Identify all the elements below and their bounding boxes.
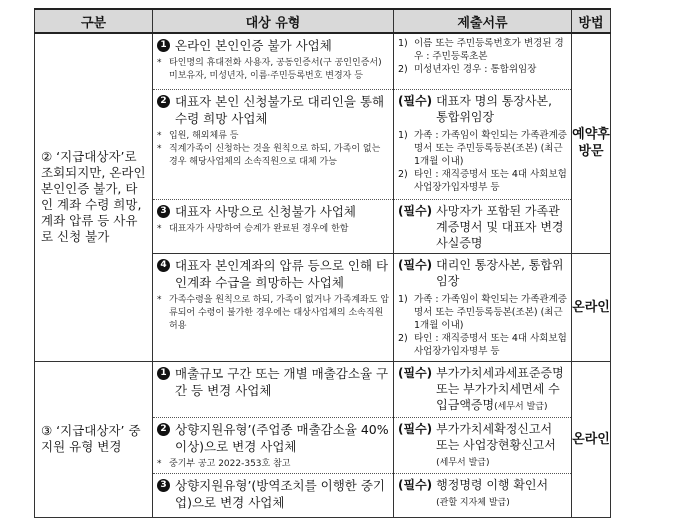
number-badge: 4	[157, 259, 170, 272]
type-title: 상향지원유형’(주업종 매출감소율 40% 이상)으로 변경 사업체	[175, 421, 389, 454]
type-title: 상향지원유형’(방역조치를 이행한 중기업)으로 변경 사업체	[175, 477, 385, 510]
type-note: 대표자가 사망하여 승계가 완료된 경우에 한함	[169, 223, 349, 234]
type-title: 대표자 본인 신청불가로 대리인을 통해 수령 희망 사업체	[175, 93, 385, 126]
issuer-note: (세무서 발급)	[436, 457, 490, 468]
doc-text: 타인 : 재직증명서 또는 4대 사회보험사업장가입자명부 등	[414, 168, 567, 193]
required-tag: (필수)	[398, 93, 433, 108]
required-docs: 대표자 명의 통장사본, 통합위임장	[436, 93, 552, 124]
type-note: 중기부 공고 2022-353호 참고	[169, 458, 291, 469]
type-title: 매출규모 구간 또는 개별 매출감소율 구간 등 변경 사업체	[175, 365, 389, 398]
issuer-note: (관할 지자체 발급)	[436, 497, 510, 508]
category-text: ③ ‘지급대상자’ 중 지원 유형 변경	[41, 423, 141, 454]
type-cell	[153, 361, 394, 417]
category-cell-2	[35, 361, 153, 517]
method-text: 온라인	[572, 299, 610, 315]
method-cell-online	[572, 253, 611, 361]
type-cell: 3 대표자 사망으로 신청불가 사업체 * 대표자가 사망하여 승계가 완료된 경우에 한함	[153, 199, 394, 253]
type-cell	[153, 473, 394, 517]
header-method: 방법	[572, 9, 611, 33]
type-cell: 4 대표자 본인계좌의 압류 등으로 인해 타인계좌 수급을 희망하는 사업체 * 가족수령을 원칙으로 하되, 가족이 없거나 가족계좌도 압류되어 수령이 불가한 경우에는 대상사업체의 소속직원 허용	[153, 253, 394, 361]
category-text: ② ‘지급대상자’로 조회되지만, 온라인 본인인증 불가, 타인 계좌 수령 희망, 계좌 압류 등 사유로 신청 불가	[41, 149, 146, 245]
header-category: 구분	[35, 9, 153, 33]
header-type: 대상 유형	[153, 9, 394, 33]
issuer-note: (세무서 발급)	[494, 401, 548, 412]
required-docs: 대리인 통장사본, 통합위임장	[436, 257, 564, 288]
header-documents: 제출서류	[394, 9, 572, 33]
method-text: 예약후 방문	[572, 127, 610, 160]
doc-text: 이름 또는 주민등록번호가 변경된 경우 : 주민등록초본	[414, 38, 564, 62]
documents-cell	[394, 361, 572, 417]
method-text: 온라인	[572, 431, 610, 447]
required-tag: (필수)	[398, 203, 433, 218]
type-cell: 1 온라인 본인인증 불가 사업체 * 타인명의 휴대전화 사용자, 공동인증서(구 공인인증서) 미보유자, 미성년자, 이름·주민등록번호 변경자 등	[153, 33, 394, 89]
number-badge: 1	[157, 367, 170, 380]
doc-num: 1)	[398, 38, 408, 49]
number-badge: 2	[157, 95, 170, 108]
type-title: 온라인 본인인증 불가 사업체	[175, 38, 332, 53]
number-badge: 3	[157, 479, 170, 492]
type-title: 대표자 사망으로 신청불가 사업체	[175, 203, 356, 219]
method-cell-visit	[572, 33, 611, 253]
doc-text: 가족 : 가족임이 확인되는 가족관계증명서 또는 주민등록등본(조본) (최근 1개월 이내)	[414, 129, 567, 167]
doc-num: 2)	[398, 64, 408, 75]
type-note: 직계가족이 신청하는 것을 원칙으로 하되, 가족이 없는 경우 해당사업체의 소속직원으로 대체 가능	[169, 143, 381, 167]
documents-cell	[394, 33, 572, 89]
documents-cell	[394, 417, 572, 473]
documents-cell	[394, 89, 572, 199]
application-table	[34, 8, 611, 518]
type-title: 대표자 본인계좌의 압류 등으로 인해 타인계좌 수급을 희망하는 사업체	[175, 257, 389, 290]
method-cell-online-2	[572, 361, 611, 517]
number-badge: 3	[157, 205, 170, 218]
type-note: 가족수령을 원칙으로 하되, 가족이 없거나 가족계좌도 압류되어 수령이 불가한 경우에는 대상사업체의 소속직원 허용	[169, 294, 389, 331]
doc-num: 1)	[398, 129, 408, 141]
number-badge: 2	[157, 423, 170, 436]
type-cell: 2 상향지원유형’(주업종 매출감소율 40% 이상)으로 변경 사업체 * 중기부 공고 2022-353호 참고	[153, 417, 394, 473]
required-tag: (필수)	[398, 421, 433, 436]
number-badge: 1	[157, 39, 170, 52]
header-row	[35, 9, 611, 33]
table-row	[35, 361, 611, 417]
required-tag: (필수)	[398, 477, 433, 492]
required-tag: (필수)	[398, 257, 433, 272]
required-docs: 부가가치세과세표준증명 또는 부가가치세면세 수입금액증명	[436, 365, 564, 412]
doc-num: 1)	[398, 293, 408, 305]
type-cell: 2 대표자 본인 신청불가로 대리인을 통해 수령 희망 사업체 * 입원, 해외체류 등 * 직계가족이 신청하는 것을 원칙으로 하되, 가족이 없는 경우 해당사업체의 소속직원으로 대체 가능	[153, 89, 394, 199]
doc-num: 2)	[398, 332, 408, 344]
documents-cell	[394, 473, 572, 517]
documents-cell	[394, 199, 572, 253]
type-note: 타인명의 휴대전화 사용자, 공동인증서(구 공인인증서) 미보유자, 미성년자, 이름·주민등록번호 변경자 등	[169, 58, 382, 81]
required-docs: 부가가치세확정신고서 또는 사업장현황신고서	[436, 421, 556, 452]
required-docs: 행정명령 이행 확인서	[436, 477, 549, 492]
doc-text: 미성년자인 경우 : 통합위임장	[414, 64, 537, 75]
required-docs: 사망자가 포함된 가족관계증명서 및 대표자 변경사실증명	[436, 203, 564, 250]
category-cell-1	[35, 33, 153, 361]
doc-num: 2)	[398, 168, 408, 180]
type-note: 입원, 해외체류 등	[169, 130, 239, 141]
doc-text: 타인 : 재직증명서 또는 4대 사회보험사업장가입자명부 등	[414, 332, 567, 357]
doc-text: 가족 : 가족임이 확인되는 가족관계증명서 또는 주민등록등본(조본) (최근 1개월 이내)	[414, 293, 567, 331]
documents-cell	[394, 253, 572, 361]
required-tag: (필수)	[398, 365, 433, 380]
table-row	[35, 33, 611, 89]
